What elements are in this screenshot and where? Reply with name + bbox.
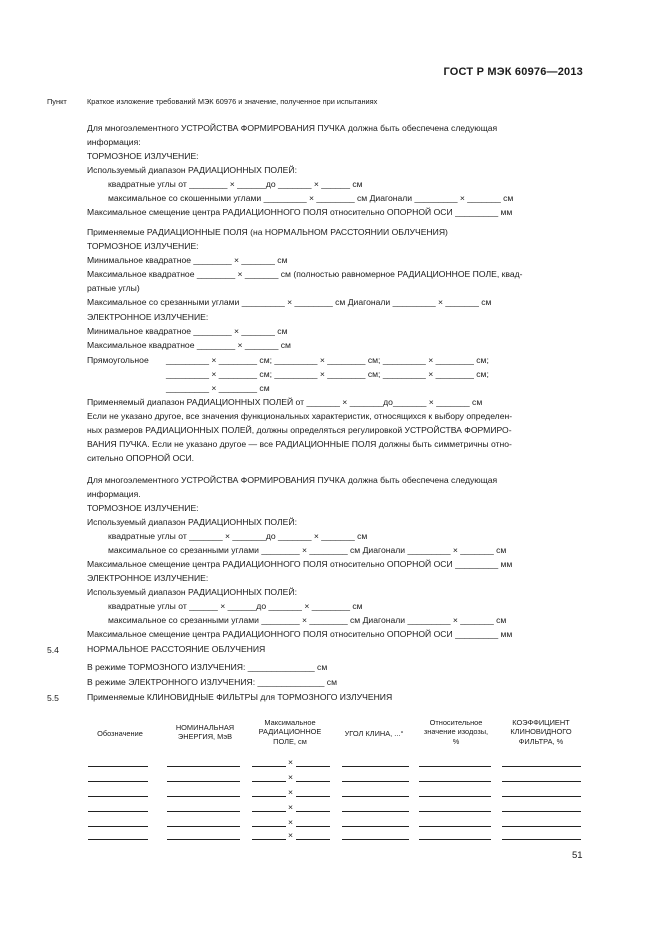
blank-field xyxy=(88,766,148,767)
text-line: Применяемые РАДИАЦИОННЫЕ ПОЛЯ (на НОРМАЛЬНОМ РАССТОЯНИИ ОБЛУЧЕНИЯ) xyxy=(87,227,448,237)
text-line: Минимальное квадратное ________ × _______ см xyxy=(87,255,288,265)
text-line: ТОРМОЗНОЕ ИЗЛУЧЕНИЕ: xyxy=(87,241,199,251)
blank-field xyxy=(167,826,240,827)
text-line: Максимальное смещение центра РАДИАЦИОННОГО ПОЛЯ относительно ОПОРНОЙ ОСИ _________ мм xyxy=(87,629,513,639)
blank-field xyxy=(419,766,491,767)
punkt-column-label: Пункт xyxy=(47,97,67,106)
text-line: ТОРМОЗНОЕ ИЗЛУЧЕНИЕ: xyxy=(87,503,199,513)
table-row xyxy=(0,803,661,813)
text-line: ЭЛЕКТРОННОЕ ИЗЛУЧЕНИЕ: xyxy=(87,312,209,322)
text-line: информация. xyxy=(87,489,141,499)
section-number: 5.5 xyxy=(47,693,59,703)
blank-field xyxy=(419,811,491,812)
times-sign: × xyxy=(288,830,294,840)
summary-column-label: Краткое изложение требований МЭК 60976 и значение, полученное при испытаниях xyxy=(87,97,378,106)
blank-field xyxy=(296,839,330,840)
text-line: Для многоэлементного УСТРОЙСТВА ФОРМИРОВАНИЯ ПУЧКА должна быть обеспечена следующая xyxy=(87,123,498,133)
blank-field xyxy=(419,839,491,840)
text-line: Максимальное со срезанными углами _________ × ________ см Диагонали _________ × _______ см xyxy=(87,297,492,307)
blank-field xyxy=(342,766,409,767)
table-row xyxy=(0,788,661,798)
blank-field xyxy=(88,781,148,782)
blank-field xyxy=(502,839,581,840)
table-row xyxy=(0,758,661,768)
text-line: Используемый диапазон РАДИАЦИОННЫХ ПОЛЕЙ: xyxy=(87,517,297,527)
section-title: НОРМАЛЬНОЕ РАССТОЯНИЕ ОБЛУЧЕНИЯ xyxy=(87,644,266,654)
blank-field xyxy=(502,826,581,827)
blank-field xyxy=(252,781,286,782)
blank-field xyxy=(252,796,286,797)
times-sign: × xyxy=(288,817,294,827)
text-line: ВАНИЯ ПУЧКА. Если не указано другое — все РАДИАЦИОННЫЕ ПОЛЯ должны быть симметричны отно- xyxy=(87,439,512,449)
text-line: Максимальное квадратное ________ × _______ см (полностью равномерное РАДИАЦИОННОЕ ПОЛЕ, квад- xyxy=(87,269,523,279)
blank-field xyxy=(296,811,330,812)
blank-field xyxy=(419,796,491,797)
text-line: ТОРМОЗНОЕ ИЗЛУЧЕНИЕ: xyxy=(87,151,199,161)
text-line: ных размеров РАДИАЦИОННЫХ ПОЛЕЙ, должны определяться регулировкой УСТРОЙСТВА ФОРМИРО- xyxy=(87,425,512,435)
times-sign: × xyxy=(288,787,294,797)
document-code: ГОСТ Р МЭК 60976—2013 xyxy=(443,66,583,78)
blank-field xyxy=(252,839,286,840)
table-header-max-field: Максимальное РАДИАЦИОННОЕ ПОЛЕ, см xyxy=(258,718,322,746)
text-line: Для многоэлементного УСТРОЙСТВА ФОРМИРОВАНИЯ ПУЧКА должна быть обеспечена следующая xyxy=(87,475,498,485)
text-line: квадратные углы от ________ × ______до _______ × ______ см xyxy=(108,179,363,189)
blank-field xyxy=(296,796,330,797)
times-sign: × xyxy=(288,772,294,782)
times-sign: × xyxy=(288,757,294,767)
text-line: квадратные углы от ______ × ______до _______ × ________ см xyxy=(108,601,363,611)
text-line: максимальное со срезанными углами ________ × ________ см Диагонали _________ × _______ см xyxy=(108,545,507,555)
text-line: Максимальное смещение центра РАДИАЦИОННОГО ПОЛЯ относительно ОПОРНОЙ ОСИ _________ мм xyxy=(87,559,513,569)
column-header xyxy=(47,97,377,106)
text-line: информация: xyxy=(87,137,141,147)
blank-field xyxy=(342,811,409,812)
blank-field xyxy=(419,781,491,782)
blank-field xyxy=(296,826,330,827)
table-header-wedge-factor: КОЭФФИЦИЕНТ КЛИНОВИДНОГО ФИЛЬТРА, % xyxy=(510,718,572,746)
section-number: 5.4 xyxy=(47,645,59,655)
blank-field xyxy=(252,766,286,767)
blank-field xyxy=(167,796,240,797)
blank-field xyxy=(88,826,148,827)
text-line: Используемый диапазон РАДИАЦИОННЫХ ПОЛЕЙ: xyxy=(87,587,297,597)
blank-field xyxy=(296,781,330,782)
text-line: квадратные углы от _______ × _______до _______ × _______ см xyxy=(108,531,368,541)
text-line: В режиме ЭЛЕКТРОННОГО ИЗЛУЧЕНИЯ: ______________ см xyxy=(87,677,337,687)
blank-field xyxy=(342,781,409,782)
text-line: Максимальное смещение центра РАДИАЦИОННОГО ПОЛЯ относительно ОПОРНОЙ ОСИ _________ мм xyxy=(87,207,513,217)
table-header-designation: Обозначение xyxy=(97,729,143,738)
text-line: Прямоугольное xyxy=(87,355,149,365)
blank-field xyxy=(342,839,409,840)
times-sign: × xyxy=(288,802,294,812)
blank-field xyxy=(252,811,286,812)
text-line: _________ × ________ см; _________ × ________ см; _________ × ________ см; xyxy=(166,355,489,365)
section-title: Применяемые КЛИНОВИДНЫЕ ФИЛЬТРЫ для ТОРМОЗНОГО ИЗЛУЧЕНИЯ xyxy=(87,692,393,702)
blank-field xyxy=(342,796,409,797)
blank-field xyxy=(167,766,240,767)
table-row xyxy=(0,818,661,828)
text-line: ратные углы) xyxy=(87,283,140,293)
table-row xyxy=(0,831,661,841)
blank-field xyxy=(419,826,491,827)
blank-field xyxy=(88,839,148,840)
text-line: Если не указано другое, все значения функциональных характеристик, относящихся к выбору определен- xyxy=(87,411,513,421)
text-line: максимальное со срезанными углами ________ × ________ см Диагонали _________ × _______ см xyxy=(108,615,507,625)
text-line: ЭЛЕКТРОННОЕ ИЗЛУЧЕНИЕ: xyxy=(87,573,209,583)
blank-field xyxy=(502,811,581,812)
blank-field xyxy=(88,796,148,797)
text-line: Максимальное квадратное ________ × _______ см xyxy=(87,340,291,350)
blank-field xyxy=(502,796,581,797)
table-header-isodose: Относительное значение изодозы, % xyxy=(423,718,489,746)
text-line: Применяемый диапазон РАДИАЦИОННЫХ ПОЛЕЙ от _______ × _______до_______ × _______ см xyxy=(87,397,483,407)
blank-field xyxy=(252,826,286,827)
page-number: 51 xyxy=(572,850,583,861)
blank-field xyxy=(167,811,240,812)
text-line: максимальное со скошенными углами _________ × ________ см Диагонали _________ × _______ см xyxy=(108,193,514,203)
blank-field xyxy=(502,781,581,782)
text-line: _________ × ________ см; _________ × ________ см; _________ × ________ см; xyxy=(166,369,489,379)
blank-field xyxy=(167,839,240,840)
blank-field xyxy=(296,766,330,767)
text-line: Минимальное квадратное ________ × _______ см xyxy=(87,326,288,336)
blank-field xyxy=(342,826,409,827)
table-header-wedge-angle: УГОЛ КЛИНА, ...° xyxy=(344,729,404,738)
blank-field xyxy=(167,781,240,782)
table-row xyxy=(0,773,661,783)
blank-field xyxy=(502,766,581,767)
text-line: В режиме ТОРМОЗНОГО ИЗЛУЧЕНИЯ: ______________ см xyxy=(87,662,328,672)
text-line: Используемый диапазон РАДИАЦИОННЫХ ПОЛЕЙ: xyxy=(87,165,297,175)
blank-field xyxy=(88,811,148,812)
text-line: сительно ОПОРНОЙ ОСИ. xyxy=(87,453,195,463)
text-line: _________ × ________ см xyxy=(166,383,270,393)
table-header-energy: НОМИНАЛЬНАЯ ЭНЕРГИЯ, МэВ xyxy=(175,723,235,742)
